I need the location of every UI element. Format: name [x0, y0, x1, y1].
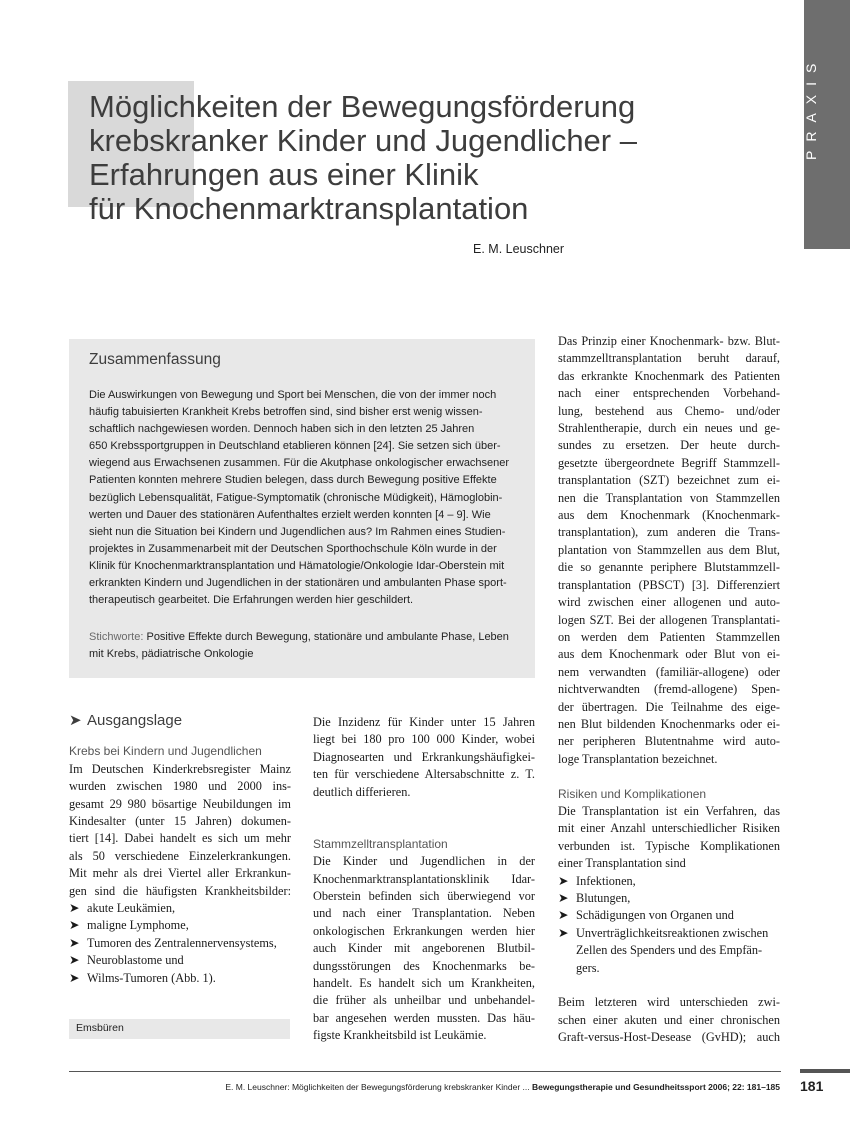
body-line: nichtverwandten (fremd-allogene) Spen-: [558, 682, 780, 697]
body-line: Die Inzidenz für Kinder unter 15 Jahren: [313, 715, 535, 729]
footer-journal: Bewegungstherapie und Gesundheitssport 2006; 22: 181–185: [532, 1082, 780, 1092]
body-line: nen Blut bildenden Knochenmarks oder ei-: [558, 716, 780, 731]
bullet-arrow-icon: ➤: [69, 901, 80, 916]
body-line: Oberstein befinden sich überwiegend vor: [313, 889, 535, 904]
column-1: [69, 712, 291, 987]
body-line: einer Transplantation sind: [558, 856, 686, 871]
body-line: Die Transplantation ist ein Verfahren, das: [558, 803, 780, 818]
body-line: sundes zu ersetzen. Der heute durch-: [558, 438, 780, 453]
footer-rule: [69, 1071, 781, 1072]
body-line: Das Prinzip einer Knochenmark- bzw. Blut-: [558, 334, 780, 348]
section-tab-label: PRAXIS: [803, 54, 819, 160]
body-line: wird zwischen einer allogenen und auto-: [558, 595, 780, 610]
body-line: lung, bestehend aus Chemo- und/oder: [558, 403, 780, 418]
body-line: gen sind die häufigsten Krankheitsbilder:: [69, 883, 291, 898]
keywords-text: Positive Effekte durch Bewegung, stationäre und ambulante Phase, Leben: [143, 631, 509, 643]
section-heading: Ausgangslage: [87, 712, 183, 729]
body-line: verbunden ist. Typische Komplikationen: [558, 838, 780, 853]
bullet-arrow-icon: ➤: [69, 953, 80, 968]
body-line: und nach einer Transplantation. Neben: [313, 906, 535, 921]
body-line: logen SZT. Bei der allogenen Transplantati-: [558, 612, 780, 627]
keywords-label: Stichworte:: [89, 631, 144, 643]
abstract-line: 650 Krebssportgruppen in Deutschland etablieren können [24]. Sie setzen sich über-: [89, 440, 501, 453]
abstract-box: [69, 339, 535, 678]
keywords-text: mit Krebs, pädiatrische Onkologie: [89, 648, 254, 661]
body-line: deutlich differieren.: [313, 784, 411, 799]
list-item: ➤ Blutungen,: [558, 890, 780, 907]
body-line: aus dem Knochenmark oder Blut von ei-: [558, 647, 780, 662]
body-line: Die Kinder und Jugendlichen in der: [313, 854, 535, 869]
list-item: ➤ Wilms-Tumoren (Abb. 1).: [69, 970, 291, 987]
bullet-arrow-icon: ➤: [558, 890, 569, 905]
abstract-line: therapeutisch gearbeitet. Die Erfahrungen werden hier geschildert.: [89, 594, 414, 607]
column-2: [313, 714, 535, 1045]
body-line: transplantation), zum anderen die Trans-: [558, 525, 780, 540]
list-item-continuation: Zellen des Spenders und des Empfän-: [576, 943, 763, 958]
body-line: Knochenmarktransplantationsklinik Idar-: [313, 871, 535, 886]
list-item: ➤ Tumoren des Zentralennervensystems,: [69, 935, 291, 952]
abstract-heading: Zusammenfassung: [89, 351, 221, 368]
body-line: schen einer akuten und einer chronischen: [558, 1012, 780, 1027]
abstract-line: häufig tabuisierten Krankheit Krebs betroffen sind, sind bisher erst wenig wissen-: [89, 406, 483, 419]
title-line: krebskranker Kinder und Jugendlicher –: [89, 123, 637, 158]
body-line: nach einer entsprechenden Vorbehand-: [558, 386, 780, 401]
body-line: die früher als unheilbar und unbehandel-: [313, 993, 535, 1008]
body-line: transplantation (PBSCT) [3]. Differenziert: [558, 577, 780, 592]
body-line: transplantation (SZT) bezeichnet zum ei-: [558, 473, 780, 488]
body-line: Beim letzteren wird unterschieden zwi-: [558, 995, 780, 1010]
subsection-heading: Risiken und Komplikationen: [558, 786, 707, 801]
list-item: ➤ akute Leukämien,: [69, 900, 291, 917]
abstract-line: sieht nun die Situation bei Kindern und Jugendlichen aus? Im Rahmen eines Studien-: [89, 525, 506, 538]
abstract-line: erkrankten Kindern und Jugendlichen in der stationären und ambulanten Phase sport-: [89, 577, 507, 590]
body-line: Kindesalter (unter 15 Jahren) dokumen-: [69, 814, 291, 829]
body-line: wurden zwischen 1980 und 2000 ins-: [69, 779, 291, 794]
abstract-line: Klinik für Knochenmarktransplantation und Hämatologie/Onkologie Idar-Oberstein mit: [89, 559, 505, 572]
body-line: loge Transplantation bezeichnet.: [558, 751, 718, 766]
footer-rule-accent: [800, 1069, 850, 1073]
body-line: auch Kinder mit angeborenen Blutbil-: [313, 941, 535, 956]
abstract-line: projektes in Zusammenarbeit mit der Deutschen Sporthochschule Köln wurde in der: [89, 542, 497, 555]
body-line: figste Krankheitsbild ist Leukämie.: [313, 1028, 487, 1043]
bullet-arrow-icon: ➤: [69, 918, 80, 933]
column-3: [558, 333, 780, 1047]
keywords: [89, 629, 519, 663]
body-line: gesamt 29 980 bösartige Neubildungen im: [69, 796, 291, 811]
section-tab: [804, 0, 850, 249]
figure-caption-box: [69, 1019, 290, 1039]
abstract-line: schaftlich nachgewiesen worden. Dennoch haben sich in den letzten 25 Jahren: [89, 423, 475, 436]
list-item: ➤ maligne Lymphome,: [69, 917, 291, 934]
abstract-line: werten und Dauer des stationären Aufenthaltes erzielt werden konnten [4 – 9]. Wie: [89, 508, 491, 521]
body-line: tiert [14]. Dabei handelt es sich um mehr: [69, 831, 291, 846]
body-line: on werden dem Patienten Stammzellen: [558, 629, 780, 644]
body-line: Mit mehr als drei Viertel aller Erkrankun-: [69, 866, 291, 881]
body-line: nem verwandten (familiär-allogene) oder: [558, 664, 780, 679]
footer-citation: E. M. Leuschner: Möglichkeiten der Bewegungsförderung krebskranker Kinder ... Bewegungstherapie und Gesundheitssport 2006; 22: 181–185: [225, 1082, 780, 1092]
bullet-arrow-icon: ➤: [558, 925, 569, 940]
list-item: ➤ Unverträglichkeitsreaktionen zwischen: [558, 925, 780, 942]
body-line: Strahlentherapie, durch ein neues und ge-: [558, 421, 780, 436]
body-line: Diagnosearten und Erkrankungshäufigkei-: [313, 749, 535, 764]
arrow-icon: ➤: [69, 712, 82, 729]
subsection-heading: Krebs bei Kindern und Jugendlichen: [69, 744, 262, 759]
article-title: [89, 90, 789, 226]
bullet-arrow-icon: ➤: [69, 970, 80, 985]
list-item: ➤ Schädigungen von Organen und: [558, 907, 780, 924]
body-line: handelt. Es handelt sich um Krankheiten,: [313, 976, 535, 991]
body-line: dungsstörungen des Knochenmarks be-: [313, 958, 535, 973]
body-line: plantation von Stammzellen aus dem Blut,: [558, 542, 780, 557]
body-line: die so genannte periphere Blutstammzell-: [558, 560, 780, 575]
body-line: ten für verschiedene Altersabschnitte z. T.: [313, 767, 535, 782]
figure-caption: Emsbüren: [76, 1022, 124, 1034]
body-line: das erkrankte Knochenmark des Patienten: [558, 368, 780, 383]
body-line: aus dem Knochenmark (Knochenmark-: [558, 508, 780, 523]
subsection-heading: Stammzelltransplantation: [313, 836, 448, 851]
body-line: liegt bei 180 pro 100 000 Kinder, wobei: [313, 732, 535, 747]
bullet-arrow-icon: ➤: [69, 935, 80, 950]
abstract-line: wiegend aus Erwachsenen zusammen. Für die Akutphase onkologischer erwachsener: [89, 457, 510, 470]
body-line: der übertragen. Die Teilnahme des eige-: [558, 699, 780, 714]
abstract-line: bezüglich Lebensqualität, Fatigue-Symptomatik (chronische Müdigkeit), Hämoglobin-: [89, 491, 503, 504]
abstract-line: Die Auswirkungen von Bewegung und Sport bei Menschen, die von der immer noch: [89, 389, 497, 401]
bullet-arrow-icon: ➤: [558, 873, 569, 888]
body-line: Im Deutschen Kinderkrebsregister Mainz: [69, 761, 291, 776]
title-line: Erfahrungen aus einer Klinik: [89, 157, 479, 192]
body-line: mit einer Anzahl unterschiedlicher Risiken: [558, 821, 780, 836]
bullet-arrow-icon: ➤: [558, 908, 569, 923]
body-line: als 50 verschiedene Einzelerkrankungen.: [69, 848, 291, 863]
title-line: Möglichkeiten der Bewegungsförderung: [89, 89, 636, 124]
body-line: bar angesehen werden mussten. Das häu-: [313, 1010, 535, 1025]
body-line: gesetzte übergeordnete Begriff Stammzell-: [558, 455, 780, 470]
title-line: für Knochenmarktransplantation: [89, 191, 529, 226]
page-number: 181: [800, 1078, 824, 1094]
body-line: onkologischen Erkrankungen werden hier: [313, 923, 535, 938]
abstract-text: [89, 387, 517, 609]
author: E. M. Leuschner: [473, 242, 565, 256]
list-item-continuation: gers.: [576, 960, 600, 975]
abstract-line: Patienten konnten mehrere Studien belegen, dass durch Bewegung positive Effekte: [89, 474, 497, 487]
body-line: stammzelltransplantation beruht darauf,: [558, 351, 780, 366]
body-line: ner peripheren Blutentnahme wird auto-: [558, 734, 780, 749]
body-line: Graft-versus-Host-Desease (GvHD); auch: [558, 1030, 780, 1045]
list-item: ➤ Neuroblastome und: [69, 952, 291, 969]
body-line: nen die Transplantation von Stammzellen: [558, 490, 780, 505]
list-item: ➤ Infektionen,: [558, 873, 780, 890]
